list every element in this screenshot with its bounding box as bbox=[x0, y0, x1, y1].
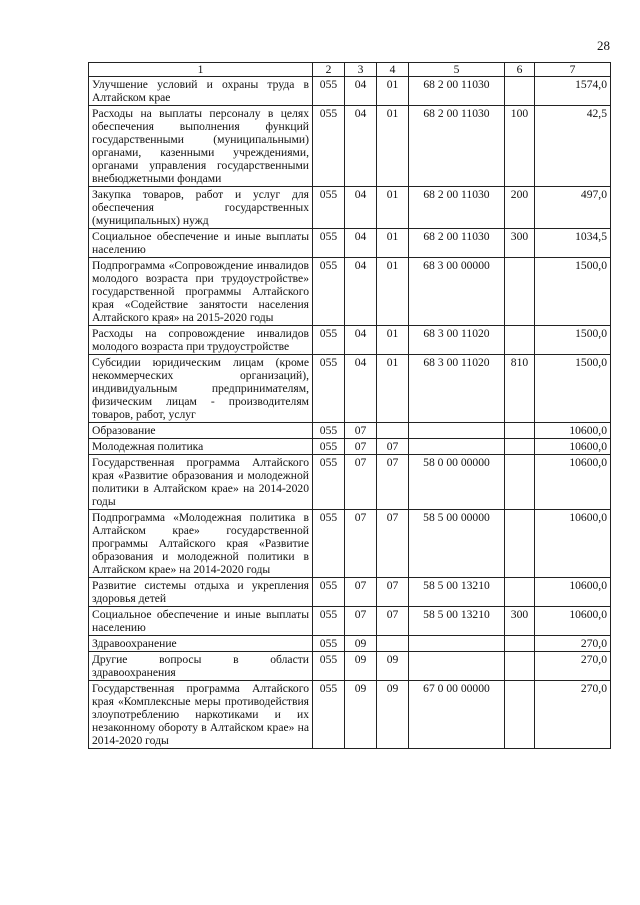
expense-type bbox=[505, 510, 535, 578]
expense-type bbox=[505, 423, 535, 439]
section-code: 07 bbox=[345, 510, 377, 578]
expense-type bbox=[505, 439, 535, 455]
table-row bbox=[89, 636, 611, 652]
target-article: 68 3 00 00000 bbox=[409, 258, 505, 326]
target-article bbox=[409, 439, 505, 455]
table-row bbox=[89, 439, 611, 455]
subsection-code: 01 bbox=[377, 326, 409, 355]
section-code: 09 bbox=[345, 652, 377, 681]
amount: 1500,0 bbox=[535, 355, 611, 423]
target-article: 68 2 00 11030 bbox=[409, 187, 505, 229]
amount: 270,0 bbox=[535, 652, 611, 681]
subsection-code: 01 bbox=[377, 77, 409, 106]
target-article: 68 3 00 11020 bbox=[409, 355, 505, 423]
ministry-code: 055 bbox=[313, 187, 345, 229]
header-cell: 5 bbox=[409, 63, 505, 77]
item-name: Образование bbox=[89, 423, 313, 439]
item-name: Государственная программа Алтайского края «Развитие образования и молодежной политики в Алтайском крае» на 2014-2020 годы bbox=[89, 455, 313, 510]
item-name: Другие вопросы в области здравоохранения bbox=[89, 652, 313, 681]
header-cell: 3 bbox=[345, 63, 377, 77]
item-name: Закупка товаров, работ и услуг для обеспечения государственных (муниципальных) нужд bbox=[89, 187, 313, 229]
table-row bbox=[89, 607, 611, 636]
header-cell: 7 bbox=[535, 63, 611, 77]
expense-type bbox=[505, 326, 535, 355]
subsection-code: 01 bbox=[377, 187, 409, 229]
amount: 42,5 bbox=[535, 106, 611, 187]
ministry-code: 055 bbox=[313, 439, 345, 455]
section-code: 04 bbox=[345, 77, 377, 106]
ministry-code: 055 bbox=[313, 681, 345, 749]
subsection-code: 07 bbox=[377, 439, 409, 455]
item-name: Расходы на сопровождение инвалидов молодого возраста при трудоустройстве bbox=[89, 326, 313, 355]
ministry-code: 055 bbox=[313, 578, 345, 607]
item-name: Социальное обеспечение и иные выплаты населению bbox=[89, 229, 313, 258]
target-article: 58 0 00 00000 bbox=[409, 455, 505, 510]
section-code: 09 bbox=[345, 636, 377, 652]
table-row bbox=[89, 229, 611, 258]
item-name: Субсидии юридическим лицам (кроме некоммерческих организаций), индивидуальным предпринимателям, физическим лицам - производителям товаров, работ, услуг bbox=[89, 355, 313, 423]
item-name: Социальное обеспечение и иные выплаты населению bbox=[89, 607, 313, 636]
section-code: 07 bbox=[345, 455, 377, 510]
expense-type bbox=[505, 652, 535, 681]
section-code: 04 bbox=[345, 187, 377, 229]
subsection-code: 01 bbox=[377, 258, 409, 326]
subsection-code: 07 bbox=[377, 455, 409, 510]
expense-type bbox=[505, 77, 535, 106]
amount: 10600,0 bbox=[535, 510, 611, 578]
subsection-code: 01 bbox=[377, 106, 409, 187]
amount: 1034,5 bbox=[535, 229, 611, 258]
expense-type bbox=[505, 258, 535, 326]
header-cell: 2 bbox=[313, 63, 345, 77]
table-row bbox=[89, 106, 611, 187]
page-number: 28 bbox=[597, 38, 610, 53]
target-article: 68 2 00 11030 bbox=[409, 77, 505, 106]
table-row bbox=[89, 423, 611, 439]
expense-type bbox=[505, 636, 535, 652]
section-code: 04 bbox=[345, 106, 377, 187]
item-name: Развитие системы отдыха и укрепления здоровья детей bbox=[89, 578, 313, 607]
item-name: Молодежная политика bbox=[89, 439, 313, 455]
item-name: Государственная программа Алтайского края «Комплексные меры противодействия злоупотреблению наркотиками и их незаконному обороту в Алтайском крае» на 2014-2020 годы bbox=[89, 681, 313, 749]
target-article bbox=[409, 636, 505, 652]
section-code: 07 bbox=[345, 607, 377, 636]
subsection-code: 07 bbox=[377, 510, 409, 578]
target-article: 58 5 00 13210 bbox=[409, 607, 505, 636]
budget-table bbox=[88, 62, 611, 749]
amount: 10600,0 bbox=[535, 607, 611, 636]
item-name: Здравоохранение bbox=[89, 636, 313, 652]
header-cell: 1 bbox=[89, 63, 313, 77]
subsection-code bbox=[377, 423, 409, 439]
item-name: Подпрограмма «Молодежная политика в Алтайском крае» государственной программы Алтайского края «Развитие образования и молодежной политики в Алтайском крае» на 2014-2020 годы bbox=[89, 510, 313, 578]
amount: 1500,0 bbox=[535, 326, 611, 355]
item-name: Расходы на выплаты персоналу в целях обеспечения выполнения функций государственными (муниципальными) органами, казенными учреждениями, органами управления государственными внебюджетными фондами bbox=[89, 106, 313, 187]
section-code: 04 bbox=[345, 258, 377, 326]
ministry-code: 055 bbox=[313, 510, 345, 578]
expense-type: 300 bbox=[505, 607, 535, 636]
ministry-code: 055 bbox=[313, 636, 345, 652]
target-article bbox=[409, 652, 505, 681]
table-row bbox=[89, 258, 611, 326]
header-row bbox=[89, 63, 611, 77]
table-row bbox=[89, 326, 611, 355]
expense-type: 810 bbox=[505, 355, 535, 423]
section-code: 07 bbox=[345, 423, 377, 439]
expense-type: 200 bbox=[505, 187, 535, 229]
ministry-code: 055 bbox=[313, 229, 345, 258]
amount: 10600,0 bbox=[535, 439, 611, 455]
ministry-code: 055 bbox=[313, 455, 345, 510]
header-cell: 4 bbox=[377, 63, 409, 77]
section-code: 04 bbox=[345, 326, 377, 355]
ministry-code: 055 bbox=[313, 423, 345, 439]
amount: 10600,0 bbox=[535, 455, 611, 510]
expense-type bbox=[505, 578, 535, 607]
amount: 10600,0 bbox=[535, 423, 611, 439]
amount: 10600,0 bbox=[535, 578, 611, 607]
amount: 1574,0 bbox=[535, 77, 611, 106]
table-row bbox=[89, 681, 611, 749]
section-code: 07 bbox=[345, 439, 377, 455]
header-cell: 6 bbox=[505, 63, 535, 77]
section-code: 07 bbox=[345, 578, 377, 607]
section-code: 04 bbox=[345, 229, 377, 258]
section-code: 04 bbox=[345, 355, 377, 423]
section-code: 09 bbox=[345, 681, 377, 749]
table-row bbox=[89, 455, 611, 510]
amount: 270,0 bbox=[535, 636, 611, 652]
target-article: 58 5 00 13210 bbox=[409, 578, 505, 607]
expense-type bbox=[505, 681, 535, 749]
table-row bbox=[89, 652, 611, 681]
expense-type: 300 bbox=[505, 229, 535, 258]
subsection-code: 09 bbox=[377, 652, 409, 681]
subsection-code: 01 bbox=[377, 229, 409, 258]
amount: 1500,0 bbox=[535, 258, 611, 326]
ministry-code: 055 bbox=[313, 106, 345, 187]
target-article: 67 0 00 00000 bbox=[409, 681, 505, 749]
ministry-code: 055 bbox=[313, 258, 345, 326]
table-row bbox=[89, 355, 611, 423]
subsection-code: 07 bbox=[377, 607, 409, 636]
ministry-code: 055 bbox=[313, 652, 345, 681]
target-article bbox=[409, 423, 505, 439]
target-article: 58 5 00 00000 bbox=[409, 510, 505, 578]
target-article: 68 2 00 11030 bbox=[409, 229, 505, 258]
ministry-code: 055 bbox=[313, 607, 345, 636]
target-article: 68 3 00 11020 bbox=[409, 326, 505, 355]
subsection-code: 09 bbox=[377, 681, 409, 749]
subsection-code: 01 bbox=[377, 355, 409, 423]
table-row bbox=[89, 510, 611, 578]
amount: 270,0 bbox=[535, 681, 611, 749]
table-row bbox=[89, 578, 611, 607]
subsection-code bbox=[377, 636, 409, 652]
ministry-code: 055 bbox=[313, 77, 345, 106]
target-article: 68 2 00 11030 bbox=[409, 106, 505, 187]
item-name: Подпрограмма «Сопровождение инвалидов молодого возраста при трудоустройстве» государственной программы Алтайского края «Содействие занятости населения Алтайского края» на 2015-2020 годы bbox=[89, 258, 313, 326]
amount: 497,0 bbox=[535, 187, 611, 229]
table-row bbox=[89, 77, 611, 106]
table-row bbox=[89, 187, 611, 229]
ministry-code: 055 bbox=[313, 355, 345, 423]
subsection-code: 07 bbox=[377, 578, 409, 607]
expense-type: 100 bbox=[505, 106, 535, 187]
expense-type bbox=[505, 455, 535, 510]
ministry-code: 055 bbox=[313, 326, 345, 355]
item-name: Улучшение условий и охраны труда в Алтайском крае bbox=[89, 77, 313, 106]
